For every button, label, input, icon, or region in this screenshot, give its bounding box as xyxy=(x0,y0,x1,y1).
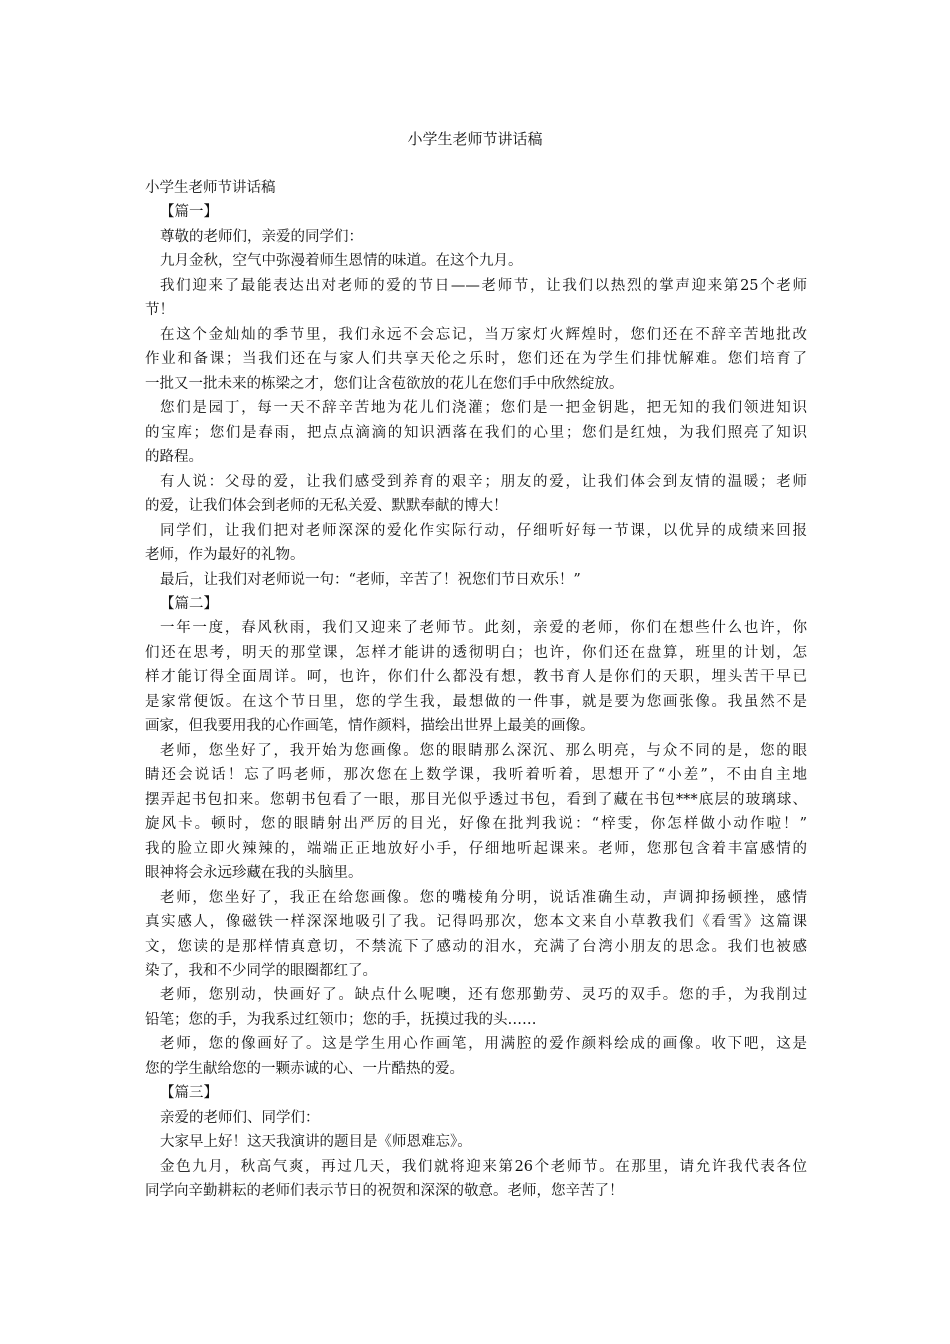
text-line: 尊敬的老师们，亲爱的同学们： xyxy=(160,228,363,245)
text-line: 您的学生献给您的一颗赤诚的心、一片酷热的爱。 xyxy=(145,1060,464,1077)
text-line: 真实感人，像磁铁一样深深地吸引了我。记得吗那次，您本文来自小草教我们《看雪》这篇课 xyxy=(145,914,807,931)
text-line: 样才能订得全面周详。呵，也许，你们什么都没有想，教书育人是你们的天职，埋头苦干早已 xyxy=(145,669,807,686)
text-line: 老师，您的像画好了。这是学生用心作画笔，用满腔的爱作颜料绘成的画像。收下吧，这是 xyxy=(160,1036,807,1053)
text-line: 睛还会说话！忘了吗老师，那次您在上数学课，我听着听着，思想开了“小差”，不由自主地 xyxy=(145,767,807,784)
document-body xyxy=(145,176,807,1204)
text-line: 摆弄起书包扣来。您朝书包看了一眼，那目光似乎透过书包，看到了藏在书包***底层的玻璃球、 xyxy=(145,791,807,808)
text-line: 一批又一批未来的栋梁之才，您们让含苞欲放的花儿在您们手中欣然绽放。 xyxy=(145,375,624,392)
section-heading: 【篇一】 xyxy=(160,204,218,221)
text-line: 小学生老师节讲话稿 xyxy=(145,180,276,196)
text-line: 您们是园丁，每一天不辞辛苦地为花儿们浇灌；您们是一把金钥匙，把无知的我们领进知识 xyxy=(160,400,807,417)
text-line: 文，您读的是那样情真意切，不禁流下了感动的泪水，充满了台湾小朋友的思念。我们也被感 xyxy=(145,938,807,955)
text-line: 是家常便饭。在这个节日里，您的学生我，最想做的一件事，就是要为您画张像。我虽然不是 xyxy=(145,693,807,710)
section-heading: 【篇三】 xyxy=(160,1085,218,1102)
text-line: 我的脸立即火辣辣的，端端正正地放好小手，仔细地听起课来。老师，您那包含着丰富感情的 xyxy=(145,840,807,857)
section-heading: 【篇二】 xyxy=(160,595,218,612)
text-line: 老师，您别动，快画好了。缺点什么呢噢，还有您那勤劳、灵巧的双手。您的手，为我削过 xyxy=(160,987,807,1004)
text-line: 铅笔；您的手，为我系过红领巾；您的手，抚摸过我的头…… xyxy=(145,1011,537,1028)
text-line: 的爱，让我们体会到老师的无私关爱、默默奉献的博大！ xyxy=(145,498,508,515)
text-line: 九月金秋，空气中弥漫着师生恩情的味道。在这个九月。 xyxy=(160,253,523,270)
text-line: 同学向辛勤耕耘的老师们表示节日的祝贺和深深的敬意。老师，您辛苦了！ xyxy=(145,1183,624,1200)
page-title: 小学生老师节讲话稿 xyxy=(407,130,543,148)
text-line: 大家早上好！这天我演讲的题目是《师恩难忘》。 xyxy=(160,1134,472,1151)
text-line: 老师，您坐好了，我正在给您画像。您的嘴棱角分明，说话准确生动，声调抑扬顿挫，感情 xyxy=(160,889,807,906)
text-line: 最后，让我们对老师说一句：“老师，辛苦了！祝您们节日欢乐！” xyxy=(160,571,581,588)
text-line: 节！ xyxy=(145,302,174,319)
text-line: 画家，但我要用我的心作画笔，情作颜料，描绘出世界上最美的画像。 xyxy=(145,718,595,735)
text-line: 同学们，让我们把对老师深深的爱化作实际行动，仔细听好每一节课，以优异的成绩来回报 xyxy=(160,522,807,539)
text-line: 老师，您坐好了，我开始为您画像。您的眼睛那么深沉、那么明亮，与众不同的是，您的眼 xyxy=(160,742,807,759)
text-line: 金色九月，秋高气爽，再过几天，我们就将迎来第26个老师节。在那里，请允许我代表各位 xyxy=(160,1158,807,1175)
text-line: 一年一度，春风秋雨，我们又迎来了老师节。此刻，亲爱的老师，你们在想些什么也许，你 xyxy=(160,620,807,637)
text-line: 眼神将会永远珍藏在我的头脑里。 xyxy=(145,865,363,882)
text-line: 染了，我和不少同学的眼圈都红了。 xyxy=(145,963,377,979)
text-line: 有人说：父母的爱，让我们感受到养育的艰辛；朋友的爱，让我们体会到友情的温暖；老师 xyxy=(160,473,807,490)
text-line: 的路程。 xyxy=(145,449,203,466)
text-line: 们还在思考，明天的那堂课，怎样才能讲的透彻明白；也许，你们还在盘算，班里的计划，怎 xyxy=(145,644,807,661)
text-line: 我们迎来了最能表达出对老师的爱的节日——老师节，让我们以热烈的掌声迎来第25个老师 xyxy=(160,277,807,294)
text-line: 的宝库；您们是春雨，把点点滴滴的知识洒落在我们的心里；您们是红烛，为我们照亮了知识 xyxy=(145,424,807,441)
text-line: 亲爱的老师们、同学们： xyxy=(160,1109,320,1126)
text-line: 老师，作为最好的礼物。 xyxy=(145,547,305,564)
text-line: 作业和备课；当我们还在与家人们共享天伦之乐时，您们还在为学生们排忧解难。您们培育了 xyxy=(145,351,807,368)
text-line: 在这个金灿灿的季节里，我们永远不会忘记，当万家灯火辉煌时，您们还在不辞辛苦地批改 xyxy=(160,326,807,343)
text-line: 旋风卡。顿时，您的眼睛射出严厉的目光，好像在批判我说：“梓雯，你怎样做小动作啦！” xyxy=(145,816,807,833)
